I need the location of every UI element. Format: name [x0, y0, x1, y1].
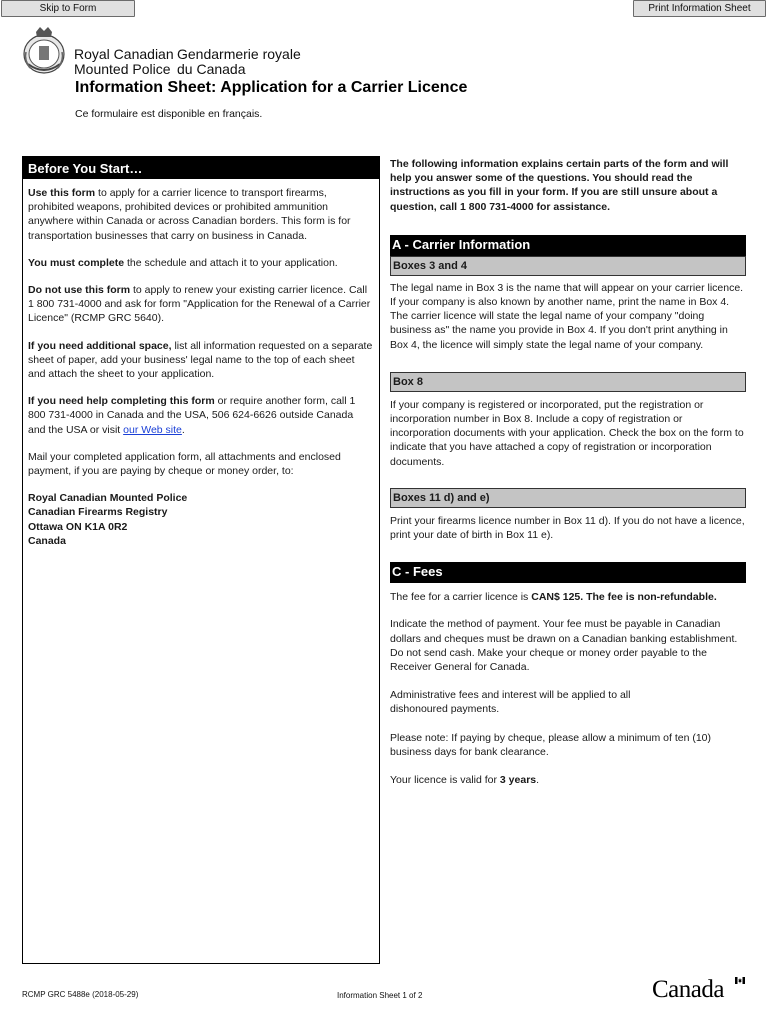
- mail-instructions-paragraph: Mail your completed application form, all attachments and enclosed payment, if you are paying by cheque or money order, to:: [28, 450, 341, 478]
- page-number: Information Sheet 1 of 2: [337, 991, 423, 1000]
- rcmp-header: [22, 24, 542, 80]
- page-title: Information Sheet: Application for a Carrier Licence: [75, 79, 468, 96]
- boxes-11-heading: Boxes 11 d) and e): [390, 488, 746, 508]
- org-name-english: Royal Canadian Mounted Police: [74, 46, 174, 77]
- skip-to-form-button[interactable]: Skip to Form: [1, 0, 135, 17]
- section-a-heading: A - Carrier Information: [390, 235, 746, 256]
- fee-text: The fee for a carrier licence is CAN$ 125. The fee is non-refundable.: [390, 591, 717, 604]
- boxes-3-4-text: The legal name in Box 3 is the name that will appear on your carrier licence. If your company is also known by another name, print the name in Box 4. The carrier licence will state the legal name of your company "doing business as" the name you provide in Box 4. If you don't print anything in Box 4, the licence will simply state the legal name of your company.: [390, 281, 744, 351]
- cheque-clearance-note: Please note: If paying by cheque, please allow a minimum of ten (10) business days for bank clearance.: [390, 731, 712, 758]
- before-you-start-heading: Before You Start…: [23, 157, 379, 179]
- mailing-address: Royal Canadian Mounted Police Canadian Firearms Registry Ottawa ON K1A 0R2 Canada: [28, 492, 188, 547]
- section-c-heading: C - Fees: [390, 562, 746, 583]
- canada-flag-icon: [735, 977, 745, 984]
- before-you-start-panel: [22, 156, 380, 964]
- box-8-text: If your company is registered or incorporated, put the registration or incorporation number in Box 8. Include a copy of registration or incorporation documents with your application. Check the box on the form to indicate that you have attached a copy of registration or incorporation documents.: [390, 398, 744, 468]
- print-information-sheet-button[interactable]: Print Information Sheet: [633, 0, 766, 17]
- additional-space-paragraph: If you need additional space, list all information requested on a separate sheet of paper, add your business' legal name to the top of each sheet and attach the sheet to your application.: [28, 339, 373, 381]
- do-not-use-paragraph: Do not use this form to apply to renew your existing carrier licence. Call 1 800 731-4000 and ask for form "Application for the Renewal of a Carrier Licence" (RCMP GRC 5640).: [28, 284, 371, 325]
- org-name-french: Gendarmerie royale du Canada: [177, 46, 301, 77]
- must-complete-paragraph: You must complete the schedule and attach it to your application.: [28, 256, 338, 269]
- web-site-link[interactable]: our Web site: [123, 423, 182, 436]
- boxes-3-4-heading: Boxes 3 and 4: [390, 256, 746, 276]
- instructions-column: [390, 157, 746, 787]
- rcmp-crest-icon: [22, 24, 66, 76]
- boxes-11-text: Print your firearms licence number in Box 11 d). If you do not have a licence, print your date of birth in Box 11 e).: [390, 514, 745, 542]
- canada-wordmark: Canada: [652, 976, 724, 1003]
- use-form-paragraph: Use this form to apply for a carrier licence to transport firearms, prohibited weapons, prohibited devices or prohibited ammunition anywhere within Canada or across Canadian borders. This form is for transportation businesses that carry on business in Canada.: [28, 187, 351, 242]
- french-availability-note: Ce formulaire est disponible en français.: [75, 108, 263, 120]
- payment-method-text: Indicate the method of payment. Your fee must be payable in Canadian dollars and cheques must be drawn on a Canadian banking establishment. Do not send cash. Make your cheque or money order payable to the Receiver General for Canada.: [390, 618, 738, 674]
- administrative-fees-text: Administrative fees and interest will be applied to all dishonoured payments.: [390, 689, 631, 716]
- licence-validity-text: Your licence is valid for 3 years.: [390, 774, 540, 787]
- form-identifier: RCMP GRC 5488e (2018-05-29): [22, 990, 139, 999]
- box-8-heading: Box 8: [390, 372, 746, 392]
- instructions-intro: The following information explains certain parts of the form and will help you answer some of the questions. You should read the instructions as you fill in your form. If you are still unsure about a question, call 1 800 731-4000 for assistance.: [390, 158, 729, 213]
- need-help-paragraph: If you need help completing this form or require another form, call 1 800 731-4000 in Canada and the USA, 506 624-6626 outside Canada and the USA or visit our Web site.: [28, 395, 356, 436]
